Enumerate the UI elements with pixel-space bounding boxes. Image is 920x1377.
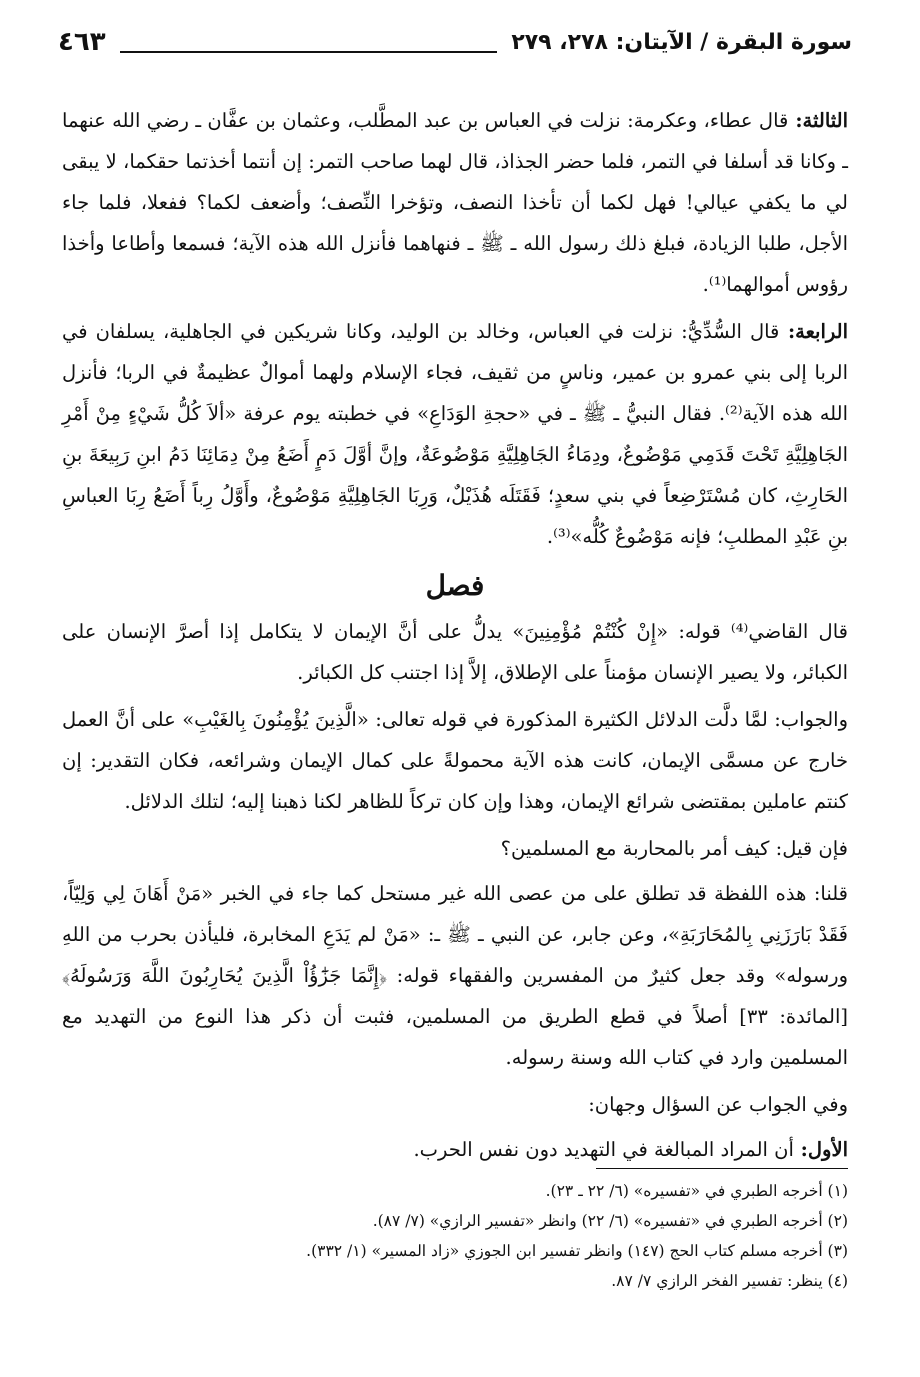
footnote-1: (١) أخرجه الطبري في «تفسيره» (٦/ ٢٢ ـ ٢٣). bbox=[545, 1182, 848, 1200]
paragraph-fourth bbox=[62, 311, 848, 557]
running-header bbox=[58, 22, 852, 62]
paragraph-text: فإن قيل: كيف أمر بالمحاربة مع المسلمين؟ bbox=[500, 837, 848, 860]
footnote-separator bbox=[596, 1168, 848, 1169]
footnote-2: (٢) أخرجه الطبري في «تفسيره» (٦/ ٢٢) وانظر «تفسير الرازي» (٧/ ٨٧). bbox=[372, 1212, 848, 1230]
footnote-3: (٣) أخرجه مسلم كتاب الحج (١٤٧) وانظر تفسير ابن الجوزي «زاد المسير» (١/ ٣٣٢). bbox=[306, 1242, 848, 1260]
section-heading: فصل bbox=[425, 569, 485, 602]
paragraph-text: والجواب: لمَّا دلَّت الدلائل الكثيرة المذكورة في قوله تعالى: «الَّذِينَ يُؤْمِنُونَ بِالغَيْبِ» على أنَّ العمل خارج عن مسمَّى الإيمان، كانت هذه الآية محمولةً على كمال الإيمان وشرائعه، فكان التقدير: إن كنتم عاملين بمقتضى شرائع الإيمان، وهذا وإن كان تركاً للظاهر لكنا ذهبنا إليه؛ لتلك الدلائل. bbox=[62, 708, 848, 813]
paragraph-answer bbox=[62, 699, 848, 822]
paragraph-label: الرابعة: bbox=[779, 320, 848, 343]
paragraph-first-aspect bbox=[62, 1129, 848, 1170]
paragraph-two-aspects bbox=[62, 1084, 848, 1125]
main-text bbox=[62, 100, 848, 1174]
paragraph-label: الأول: bbox=[793, 1138, 848, 1161]
paragraph-qadi bbox=[62, 611, 848, 693]
paragraph-text: قلنا: هذه اللفظة قد تطلق على من عصى الله غير مستحل كما جاء في الخبر «مَنْ أَهَانَ لِي وَلِيّاً، فَقَدْ بَارَزَنِي بِالمُحَارَبَةِ»، وعن جابر، عن النبي ـ ﷺ ـ: «مَنْ لم يَدَعِ المخابرة، فليأذن بحرب من اللهِ ورسوله» وقد جعل كثيرٌ من المفسرين والفقهاء قوله: ﴿إِنَّمَا جَزَٰٓؤُاْ الَّذِينَ يُحَارِبُونَ اللَّهَ وَرَسُولَهُ﴾ [المائدة: ٣٣] أصلاً في قطع الطريق من المسلمين، فثبت أن ذكر هذا النوع من التهديد مع المسلمين وارد في كتاب الله وسنة رسوله. bbox=[62, 882, 848, 1069]
header-rule bbox=[120, 51, 498, 53]
paragraph-text: أن المراد المبالغة في التهديد دون نفس الحرب. bbox=[413, 1138, 794, 1161]
paragraph-reply bbox=[62, 873, 848, 1078]
paragraph-third bbox=[62, 100, 848, 305]
paragraph-text: قال عطاء، وعكرمة: نزلت في العباس بن عبد المطَّلب، وعثمان بن عفَّان ـ رضي الله عنهما ـ وكانا قد أسلفا في التمر، فلما حضر الجذاذ، قال لهما صاحب التمر: إن أنتما أخذتما حقكما، لا يبقى لي ما يكفي عيالي! فهل لكما أن تأخذا النصف، وتؤخرا النِّصف؛ وأضعف لكما؟ ففعلا، فلما جاء الأجل، طلبا الزيادة، فبلغ ذلك رسول الله ـ ﷺ ـ فنهاهما فأنزل الله هذه الآية؛ فسمعا وأطاعا وأخذا رؤوس أموالهما⁽¹⁾. bbox=[62, 109, 848, 296]
page-number: ٤٦٣ bbox=[58, 27, 106, 57]
paragraph-label: الثالثة: bbox=[788, 109, 849, 132]
paragraph-text: قال القاضي⁽⁴⁾ قوله: «إِنْ كُنْتُمْ مُؤْمِنِينَ» يدلُّ على أنَّ الإيمان لا يتكامل إذا أصرَّ الإنسان على الكبائر، ولا يصير الإنسان مؤمناً على الإطلاق، إلاَّ إذا اجتنب كل الكبائر. bbox=[62, 620, 848, 684]
paragraph-text: وفي الجواب عن السؤال وجهان: bbox=[588, 1093, 848, 1116]
running-header-title: سورة البقرة / الآيتان: ٢٧٨، ٢٧٩ bbox=[511, 29, 852, 55]
paragraph-question bbox=[62, 828, 848, 869]
paragraph-text: قال السُّدِّيُّ: نزلت في العباس، وخالد بن الوليد، وكانا شريكين في الجاهلية، يسلفان في الربا إلى بني عمرو بن عمير، وناسٍ من ثقيف، فجاء الإسلام ولهما أموالٌ عظيمةٌ في الربا؛ فأنزل الله هذه الآية⁽²⁾. فقال النبيُّ ـ ﷺ ـ في «حجةِ الوَدَاعِ» في خطبته يوم عرفة «ألاَ كُلُّ شَيْءٍ مِنْ أَمْرِ الجَاهِلِيَّةِ تَحْتَ قَدَمِي مَوْضُوعٌ، ودِمَاءُ الجَاهِلِيَّةِ مَوْضُوعَةٌ، وإنَّ أوَّلَ دَمٍ أَضَعُ مِنْ دِمَائِنَا دَمُ ابنِ رَبِيعَةَ بنِ الحَارِثِ، كان مُسْتَرْضِعاً في بني سعدٍ؛ فَقَتَلَه هُذَيْلٌ، وَرِبَا الجَاهِلِيَّةِ مَوْضُوعٌ، وأَوَّلُ رِباً أَضَعُ رِبَا العباسِ بنِ عَبْدِ المطلبِ؛ فإنه مَوْضُوعٌ كُلُّه»⁽³⁾. bbox=[62, 320, 848, 548]
footnote-4: (٤) ينظر: تفسير الفخر الرازي ٧/ ٨٧. bbox=[611, 1272, 848, 1290]
footnotes bbox=[62, 1176, 848, 1296]
